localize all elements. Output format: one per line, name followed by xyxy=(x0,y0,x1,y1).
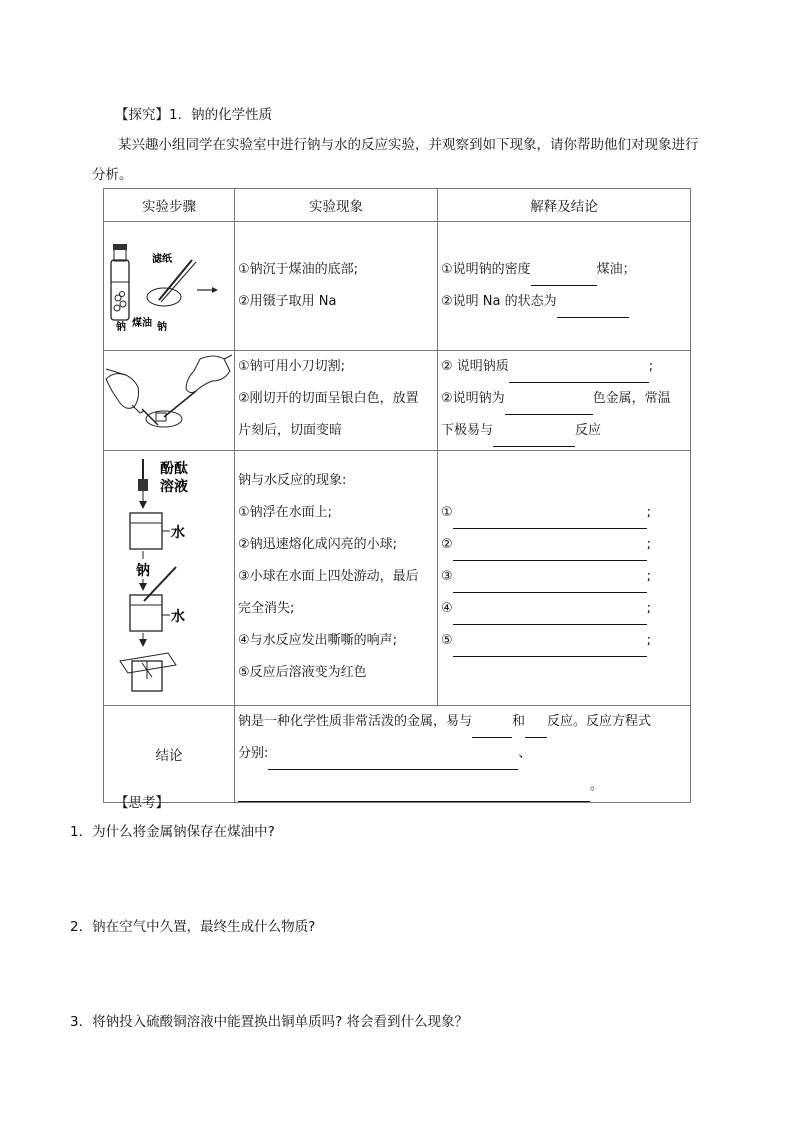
conclusion-2-2-tail: 色金属，常温 xyxy=(592,391,671,406)
phenomenon-2-2: ②刚切开的切面呈银白色，放置 xyxy=(238,391,419,406)
blank-softness[interactable] xyxy=(509,364,649,383)
thinking-heading: 【思考】 xyxy=(115,795,169,811)
step-figure-3 xyxy=(104,451,235,706)
phenomenon-3-4: 完全消失; xyxy=(238,601,295,616)
blank-3-3[interactable] xyxy=(453,574,647,593)
num-1: ① xyxy=(441,505,453,520)
conclusion-2-2 xyxy=(438,383,690,415)
blank-3-4[interactable] xyxy=(453,606,647,625)
conclusion-cell-3 xyxy=(438,451,691,706)
conclusion-2-1-text: ② 说明钠质 xyxy=(441,359,509,374)
sodium-water-figure xyxy=(104,451,235,701)
blank-equation-2[interactable] xyxy=(238,783,590,802)
conclusion-1-1-text: ①说明钠的密度 xyxy=(441,262,531,277)
final-text-3-end: 。 xyxy=(590,778,604,793)
blank-density[interactable] xyxy=(531,267,597,286)
blank-equation-1[interactable] xyxy=(268,751,518,770)
phenomenon-3-1: ①钠浮在水面上; xyxy=(238,505,333,520)
final-text-2-end: 、 xyxy=(518,746,532,761)
step-figure-1 xyxy=(104,222,235,351)
header-conclusions: 解释及结论 xyxy=(438,189,691,222)
phenomenon-3-6: ⑤反应后溶液变为红色 xyxy=(238,665,367,680)
conclusion-1-1 xyxy=(438,254,690,286)
blank-color[interactable] xyxy=(505,396,593,415)
phenomenon-3-3: ③小球在水面上四处游动，最后 xyxy=(238,569,419,584)
section-heading xyxy=(115,103,272,123)
step-figure-2 xyxy=(104,351,235,451)
phenomena-cell-2 xyxy=(235,351,438,451)
header-steps: 实验步骤 xyxy=(104,189,235,222)
final-text-b: 和 xyxy=(512,714,526,729)
conclusion-label: 结论 xyxy=(104,706,235,803)
phenomenon-3-5: ④与水反应发出嘶嘶的响声; xyxy=(238,633,398,648)
label-kerosene: 煤油 xyxy=(132,318,152,329)
phenomena-cell-3 xyxy=(235,451,438,706)
label-filter-paper: 滤纸 xyxy=(152,254,172,265)
blank-final-1[interactable] xyxy=(472,719,512,738)
conclusion-2-1-tail: ; xyxy=(648,359,654,374)
conclusion-2-3 xyxy=(438,415,690,447)
conclusion-1-1-tail: 煤油； xyxy=(596,262,636,277)
kerosene-bottle-figure xyxy=(104,222,235,346)
conclusion-3-2 xyxy=(438,529,690,561)
conclusion-1-2 xyxy=(438,286,690,318)
conclusion-2-2-text: ②说明钠为 xyxy=(441,391,505,406)
final-line-1 xyxy=(235,706,690,738)
label-sodium-2: 钠 xyxy=(157,322,167,333)
blank-3-5[interactable] xyxy=(453,638,647,657)
label-water-2: 水 xyxy=(171,609,185,625)
question-2: 2．钠在空气中久置，最终生成什么物质? xyxy=(70,919,316,935)
num-4: ④ xyxy=(441,601,453,616)
phenomenon-3-2: ②钠迅速熔化成闪亮的小球; xyxy=(238,537,398,552)
conclusion-cell-1 xyxy=(438,222,691,351)
semi-1: ; xyxy=(646,505,652,520)
table-row-2 xyxy=(104,351,691,451)
table-header-row xyxy=(104,189,691,222)
blank-3-2[interactable] xyxy=(453,542,647,561)
cutting-sodium-figure xyxy=(104,351,235,446)
conclusion-3-1 xyxy=(438,497,690,529)
blank-reactant[interactable] xyxy=(493,428,575,447)
phenomena-cell-1 xyxy=(235,222,438,351)
semi-3: ; xyxy=(646,569,652,584)
conclusion-2-3-text: 下极易与 xyxy=(441,423,494,438)
experiment-table xyxy=(103,188,691,803)
question-1: 1．为什么将金属钠保存在煤油中? xyxy=(70,824,275,840)
final-conclusion-cell xyxy=(235,706,691,803)
semi-5: ; xyxy=(646,633,652,648)
table-row-1 xyxy=(104,222,691,351)
label-solution: 溶液 xyxy=(160,479,188,495)
blank-state[interactable] xyxy=(557,299,629,318)
final-line-3 xyxy=(235,770,690,802)
final-text-a: 钠是一种化学性质非常活泼的金属，易与 xyxy=(238,714,473,729)
label-water-1: 水 xyxy=(171,525,185,541)
question-3: 3．将钠投入硫酸铜溶液中能置换出铜单质吗? 将会看到什么现象？ xyxy=(70,1014,469,1030)
blank-final-2[interactable] xyxy=(525,719,547,738)
intro-line-1: 某兴趣小组同学在实验室中进行钠与水的反应实验，并观察到如下现象，请你帮助他们对现象进行 xyxy=(118,137,699,153)
table-row-3 xyxy=(104,451,691,706)
conclusion-2-3-tail: 反应 xyxy=(575,423,602,438)
section-title: 1．钠的化学性质 xyxy=(169,107,273,123)
label-sodium-3: 钠 xyxy=(136,563,150,579)
phenomenon-1-1: ①钠沉于煤油的底部; xyxy=(238,262,359,277)
table-row-4 xyxy=(104,706,691,803)
intro-line-2: 分析。 xyxy=(92,167,133,183)
semi-4: ; xyxy=(646,601,652,616)
conclusion-1-2-text: ②说明 Na 的状态为 xyxy=(441,294,557,309)
semi-2: ; xyxy=(646,537,652,552)
final-line-2 xyxy=(235,738,690,770)
phenomenon-2-3: 片刻后，切面变暗 xyxy=(238,423,343,438)
blank-3-1[interactable] xyxy=(453,510,647,529)
phenomenon-3-0: 钠与水反应的现象: xyxy=(238,473,347,488)
conclusion-2-1 xyxy=(438,351,690,383)
conclusion-3-3 xyxy=(438,561,690,593)
num-5: ⑤ xyxy=(441,633,453,648)
final-text-2: 分别: xyxy=(238,746,269,761)
num-2: ② xyxy=(441,537,453,552)
phenomenon-1-2: ②用镊子取用 Na xyxy=(238,294,337,309)
conclusion-3-5 xyxy=(438,625,690,657)
num-3: ③ xyxy=(441,569,453,584)
section-tag: 【探究】 xyxy=(115,107,169,123)
header-phenomena: 实验现象 xyxy=(235,189,438,222)
label-sodium: 钠 xyxy=(116,322,126,333)
final-text-c: 反应。反应方程式 xyxy=(547,714,652,729)
conclusion-3-4 xyxy=(438,593,690,625)
conclusion-cell-2 xyxy=(438,351,691,451)
label-phenolphthalein: 酚酞 xyxy=(160,461,188,477)
phenomenon-2-1: ①钠可用小刀切割; xyxy=(238,359,346,374)
